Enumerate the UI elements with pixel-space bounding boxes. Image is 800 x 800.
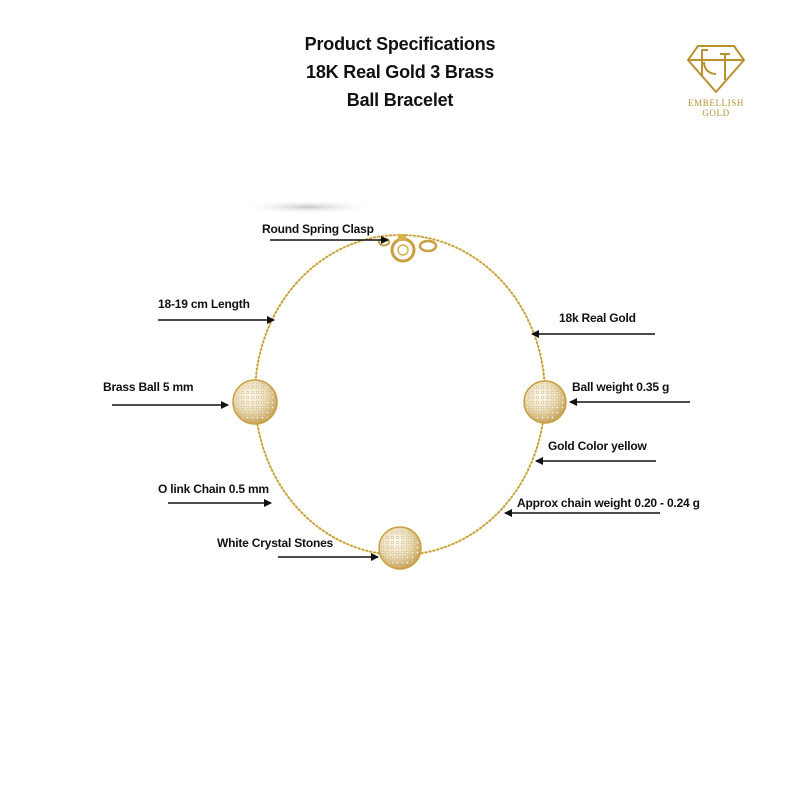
callout-ball-weight: Ball weight 0.35 g <box>572 380 670 394</box>
callout-gold-color: Gold Color yellow <box>548 439 647 453</box>
callout-ball-size: Brass Ball 5 mm <box>103 380 194 394</box>
callout-gold-type: 18k Real Gold <box>559 311 636 325</box>
bracelet-chain <box>255 235 545 555</box>
brass-ball-left <box>233 380 277 424</box>
title-line-1: Product Specifications <box>304 34 496 54</box>
callout-length: 18-19 cm Length <box>158 297 250 311</box>
title-line-3: Ball Bracelet <box>346 90 454 110</box>
callout-chain: O link Chain 0.5 mm <box>158 482 269 496</box>
logo-text-line-1: EMBELLISH <box>688 98 744 108</box>
brass-ball-bottom <box>379 527 421 569</box>
callout-stones: White Crystal Stones <box>217 536 334 550</box>
logo-text-line-2: GOLD <box>702 108 730 118</box>
title-line-2: 18K Real Gold 3 Brass <box>306 62 494 82</box>
clasp-shadow <box>238 200 378 214</box>
callout-clasp: Round Spring Clasp <box>262 222 374 236</box>
bracelet-chain-core <box>255 235 545 555</box>
brass-ball-right <box>524 381 566 423</box>
callout-chain-weight: Approx chain weight 0.20 - 0.24 g <box>517 496 700 510</box>
